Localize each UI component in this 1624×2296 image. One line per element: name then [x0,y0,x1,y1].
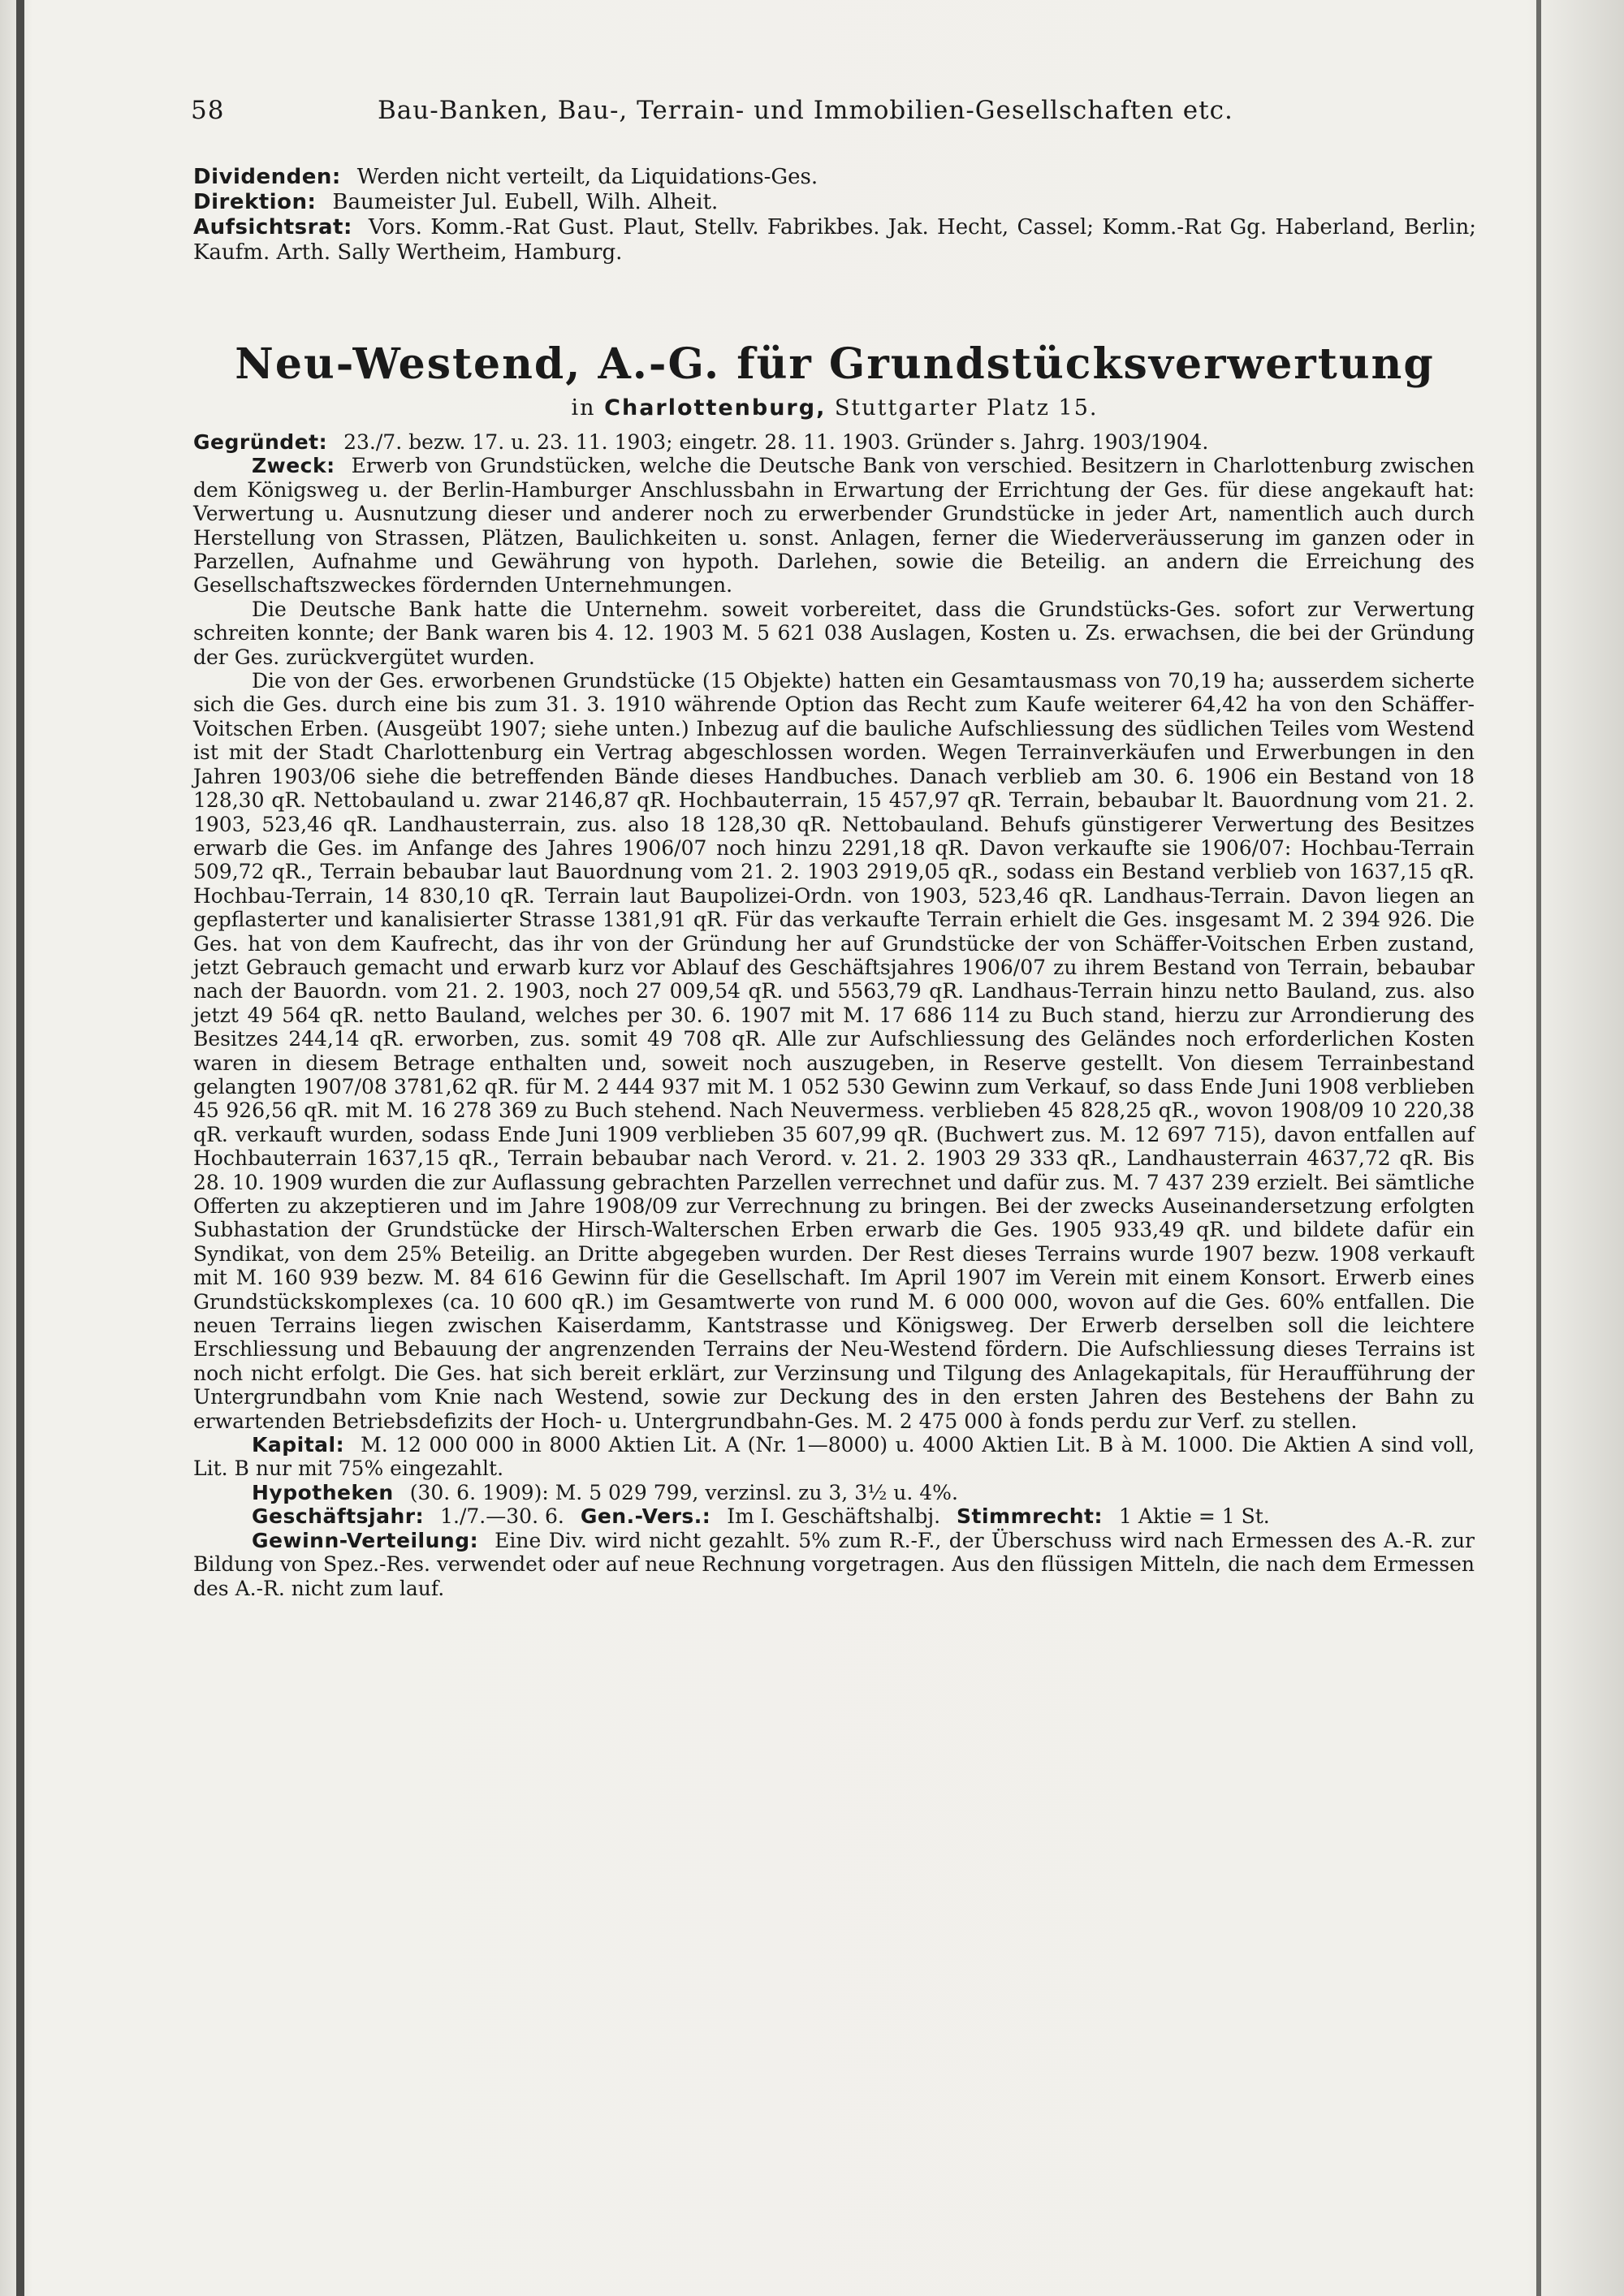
deutsche-bank-paragraph: Die Deutsche Bank hatte die Unternehm. soweit vorbereitet, dass die Grundstücks-Ges. sofort zur Verwertung schreiten konnte; der Bank waren bis 4. 12. 1903 M. 5 621 038 Auslagen, Kosten u. Zs. erwachsen, die bei der Gründung der Ges. zurückvergütet wurden. [193,597,1475,669]
genvers-label: Gen.-Vers.: [580,1504,711,1529]
running-title: Bau-Banken, Bau-, Terrain- und Immobilien-Gesellschaften etc. [378,96,1233,125]
hypotheken-label: Hypotheken [252,1480,394,1504]
gewinn-paragraph [193,1529,1475,1600]
dividenden-text: Werden nicht verteilt, da Liquidations-Ges. [356,165,818,189]
hypotheken-text: (30. 6. 1909): M. 5 029 799, verzinsl. zu 3, 3½ u. 4%. [409,1480,958,1504]
aufsichtsrat-text: Vors. Komm.-Rat Gust. Plaut, Stellv. Fabrikbes. Jak. Hecht, Cassel; Komm.-Rat Gg. Haberland, Berlin; Kaufm. Arth. Sally Wertheim, Hamburg. [193,215,1476,265]
grundstuecke-paragraph: Die von der Ges. erworbenen Grundstücke (15 Objekte) hatten ein Gesamtausmass von 70,19 ha; ausserdem sicherte sich die Ges. durch eine bis zum 31. 3. 1910 währende Option das Recht zum Kaufe weiterer 64,42 ha von den Schäffer-Voitschen Erben. (Ausgeübt 1907; siehe unten.) Inbezug auf die bauliche Aufschliessung des südlichen Teiles vom Westend ist mit der Stadt Charlottenburg ein Vertrag abgeschlossen worden. Wegen Terrainverkäufen und Erwerbungen in den Jahren 1903/06 siehe die betreffenden Bände dieses Handbuches. Danach verblieb am 30. 6. 1906 ein Bestand von 18 128,30 qR. Nettobauland u. zwar 2146,87 qR. Hochbauterrain, 15 457,97 qR. Terrain, bebaubar lt. Bauordnung vom 21. 2. 1903, 523,46 qR. Landhausterrain, zus. also 18 128,30 qR. Nettobauland. Behufs günstigerer Verwertung des Besitzes erwarb die Ges. im Anfange des Jahres 1906/07 noch hinzu 2291,18 qR. Davon verkaufte sie 1906/07: Hochbau-Terrain 509,72 qR., Terrain bebaubar laut Bauordnung vom 21. 2. 1903 2919,05 qR., sodass ein Bestand verblieb von 1637,15 qR. Hochbau-Terrain, 14 830,10 qR. Terrain laut Baupolizei-Ordn. von 1903, 523,46 qR. Landhaus-Terrain. Davon liegen an gepflasterter und kanalisierter Strasse 1381,91 qR. Für das verkaufte Terrain erhielt die Ges. insgesamt M. 2 394 926. Die Ges. hat von dem Kaufrecht, das ihr von der Gründung her auf Grundstücke der von Schäffer-Voitschen Erben zustand, jetzt Gebrauch gemacht und erwarb kurz vor Ablauf des Geschäftsjahres 1906/07 zu ihrem Bestand von Terrain, bebaubar nach der Bauordn. vom 21. 2. 1903, noch 27 009,54 qR. und 5563,79 qR. Landhaus-Terrain hinzu netto Bauland, zus. also jetzt 49 564 qR. netto Bauland, welches per 30. 6. 1907 mit M. 17 686 114 zu Buch stand, hierzu zur Arrondierung des Besitzes 244,14 qR. erworben, zus. somit 49 708 qR. Alle zur Aufschliessung des Geländes noch erforderlichen Kosten waren in diesem Betrage enthalten und, soweit noch auszugeben, in Reserve gestellt. Von diesem Terrainbestand gelangten 1907/08 3781,62 qR. für M. 2 444 937 mit M. 1 052 530 Gewinn zum Verkauf, so dass Ende Juni 1908 verblieben 45 926,56 qR. mit M. 16 278 369 zu Buch stehend. Nach Neuvermess. verblieben 45 828,25 qR., wovon 1908/09 10 220,38 qR. verkauft wurden, sodass Ende Juni 1909 verblieben 35 607,99 qR. (Buchwert zus. M. 12 697 715), davon entfallen auf Hochbauterrain 1637,15 qR., Terrain bebaubar nach Verord. v. 21. 2. 1903 29 333 qR., Landhausterrain 4637,72 qR. Bis 28. 10. 1909 wurden die zur Auflassung gebrachten Parzellen verrechnet und dafür zus. M. 7 437 239 erzielt. Bei sämtliche Offerten zu akzeptieren und im Jahre 1908/09 zur Verrechnung zu bringen. Bei der zwecks Auseinandersetzung erfolgten Subhastation der Grundstücke der Hirsch-Walterschen Erben erwarb die Ges. 1905 933,49 qR. und bildete dafür ein Syndikat, von dem 25% Beteilig. an Dritte abgegeben wurden. Der Rest dieses Terrains wurde 1907 bezw. 1908 verkauft mit M. 160 939 bezw. M. 84 616 Gewinn für die Gesellschaft. Im April 1907 im Verein mit einem Konsort. Erwerb eines Grundstückskomplexes (ca. 10 600 qR.) im Gesamtwerte von rund M. 6 000 000, wovon auf die Ges. 60% entfallen. Die neuen Terrains liegen zwischen Kaiserdamm, Kantstrasse und Königsweg. Der Erwerb derselben soll die leichtere Erschliessung und Bebauung der angrenzenden Terrains der Neu-Westend fördern. Die Aufschliessung dieses Terrains ist noch nicht erfolgt. Die Ges. hat sich bereit erklärt, zur Verzinsung und Tilgung des Anlagekapitals, für Heraufführung der Untergrundbahn vom Knie nach Westend, sowie zur Deckung des in den ersten Jahren des Bestehens der Bahn zu erwartenden Betriebsdefizits der Hoch- u. Untergrundbahn-Ges. M. 2 475 000 à fonds perdu zur Verf. zu stellen. [193,669,1475,1433]
aufsichtsrat-line [193,215,1476,265]
company-title: Neu-Westend, A.-G. für Grundstücksverwertung [235,339,1435,389]
scan-left-edge [16,0,24,2296]
page-number: 58 [191,96,225,125]
geschaeftsjahr-text: 1./7.—30. 6. [440,1504,564,1529]
dividenden-line [193,165,1476,190]
zweck-label: Zweck: [252,454,335,478]
zweck-paragraph [193,454,1475,597]
zweck-text: Erwerb von Grundstücken, welche die Deutsche Bank von verschied. Besitzern in Charlottenburg zwischen dem Königsweg u. der Berlin-Hamburger Anschlussbahn in Erwartung der Errichtung der Ges. für diese angekauft hat: Verwertung u. Ausnutzung dieser und anderer noch zu erwerbender Grundstücke in jeder Art, namentlich auch durch Herstellung von Strassen, Plätzen, Baulichkeiten u. sonst. Anlagen, ferner die Wiederveräusserung im ganzen oder in Parzellen, Aufnahme und Gewährung von hypoth. Darlehen, sowie die Beteilig. an andern die Erreichung des Gesellschaftszweckes fördernden Unternehmungen. [193,454,1475,598]
scan-right-edge [1536,0,1541,2296]
gegruendet-paragraph [193,430,1475,454]
location-prefix: in [571,395,596,421]
gegruendet-text: 23./7. bezw. 17. u. 23. 11. 1903; eingetr. 28. 11. 1903. Gründer s. Jahrg. 1903/1904. [343,430,1209,454]
page-header [191,96,1474,125]
kapital-label: Kapital: [252,1433,345,1457]
stimmrecht-text: 1 Aktie = 1 St. [1119,1504,1270,1529]
dividenden-label: Dividenden: [193,165,341,189]
company-location [193,395,1476,421]
direktion-label: Direktion: [193,190,317,214]
aufsichtsrat-label: Aufsichtsrat: [193,215,352,240]
hypotheken-paragraph [193,1481,1475,1504]
gewinn-text: Eine Div. wird nicht gezahlt. 5% zum R.-F., der Überschuss wird nach Ermessen des A.-R. zur Bildung von Spez.-Res. verwendet oder auf neue Rechnung vorgetragen. Aus den flüssigen Mitteln, die nach dem Ermessen des A.-R. nicht zum lauf. [193,1528,1475,1600]
direktion-text: Baumeister Jul. Eubell, Wilh. Alheit. [332,190,719,214]
gewinn-label: Gewinn-Verteilung: [252,1528,479,1552]
company-city: Charlottenburg, [604,395,827,421]
kapital-text: M. 12 000 000 in 8000 Aktien Lit. A (Nr. 1—8000) u. 4000 Aktien Lit. B à M. 1000. Die Aktien A sind voll, Lit. B nur mit 75% eingezahlt. [193,1433,1475,1481]
genvers-text: Im I. Geschäftshalbj. [727,1504,941,1529]
previous-entry-tail [193,165,1476,265]
stimmrecht-label: Stimmrecht: [957,1504,1103,1529]
entry-body [193,430,1475,1600]
geschaeftsjahr-label: Geschäftsjahr: [252,1504,425,1529]
meta-line [193,1504,1475,1528]
direktion-line [193,190,1476,215]
kapital-paragraph [193,1433,1475,1481]
gegruendet-label: Gegründet: [193,430,328,454]
company-address: Stuttgarter Platz 15. [834,395,1099,421]
